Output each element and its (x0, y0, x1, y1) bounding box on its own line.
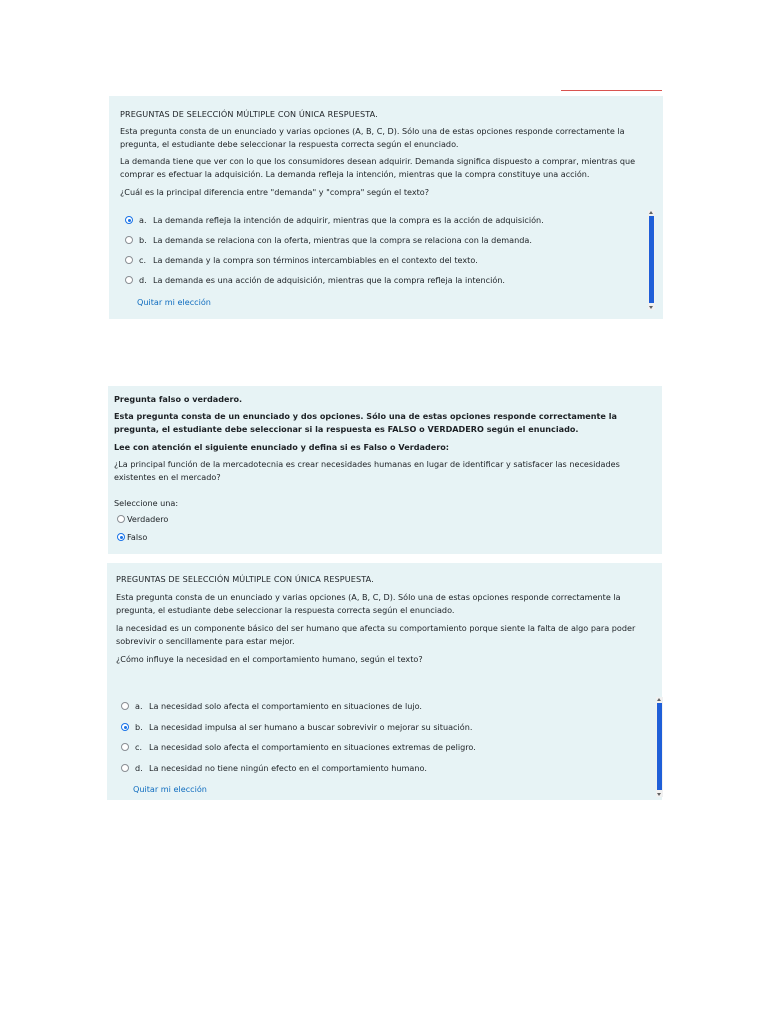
question-3-card (107, 563, 662, 800)
question-3-question: ¿Cómo influye la necesidad en el comportamiento humano, según el texto? (116, 654, 423, 664)
option-text: La demanda refleja la intención de adquirir, mientras que la compra es la acción de adquisición. (153, 215, 544, 225)
option-text: La necesidad no tiene ningún efecto en el comportamiento humano. (149, 763, 427, 773)
scroll-thumb[interactable] (649, 216, 654, 303)
q3-scrollbar[interactable] (656, 697, 663, 797)
option-letter: b. (139, 235, 147, 245)
radio-unchecked-icon[interactable] (125, 276, 133, 284)
scroll-thumb[interactable] (657, 703, 662, 790)
q1-option-a[interactable] (125, 214, 544, 227)
scroll-up-icon[interactable] (649, 211, 653, 214)
radio-checked-icon[interactable] (121, 723, 129, 731)
option-text: La necesidad impulsa al ser humano a buscar sobrevivir o mejorar su situación. (149, 722, 473, 732)
question-2-heading: Pregunta falso o verdadero. (114, 394, 243, 404)
option-letter: a. (139, 215, 147, 225)
option-letter: d. (135, 763, 143, 773)
q3-option-b[interactable] (121, 721, 472, 734)
option-letter: b. (135, 722, 143, 732)
option-text: Verdadero (127, 514, 169, 524)
question-3-heading: PREGUNTAS DE SELECCIÓN MÚLTIPLE CON ÚNICA RESPUESTA. (116, 574, 374, 584)
option-text: La necesidad solo afecta el comportamiento en situaciones de lujo. (149, 701, 422, 711)
q3-option-a[interactable] (121, 700, 422, 713)
option-text: La demanda se relaciona con la oferta, mientras que la compra se relaciona con la demanda. (153, 235, 532, 245)
option-letter: d. (139, 275, 147, 285)
question-1-card (109, 96, 663, 319)
option-text: Falso (127, 532, 148, 542)
question-2-select-label: Seleccione una: (114, 498, 179, 508)
radio-unchecked-icon[interactable] (125, 236, 133, 244)
radio-unchecked-icon[interactable] (121, 743, 129, 751)
q3-clear-choice-link[interactable]: Quitar mi elección (133, 784, 207, 794)
radio-checked-icon[interactable] (117, 533, 125, 541)
radio-unchecked-icon[interactable] (125, 256, 133, 264)
question-2-instructions: Esta pregunta consta de un enunciado y dos opciones. Sólo una de estas opciones responde correctamente la pregunta, el estudiante debe seleccionar si la respuesta es FALSO o VERDADERO según el enunciado. (114, 411, 617, 434)
question-2-card (108, 386, 662, 554)
option-letter: a. (135, 701, 143, 711)
q1-clear-choice-link[interactable]: Quitar mi elección (137, 297, 211, 307)
option-letter: c. (135, 742, 143, 752)
question-2-question: ¿La principal función de la mercadotecnia es crear necesidades humanas en lugar de identificar y satisfacer las necesidades existentes en el mercado? (114, 459, 620, 482)
question-1-instructions: Esta pregunta consta de un enunciado y varias opciones (A, B, C, D). Sólo una de estas opciones responde correctamente la pregunta, el estudiante debe seleccionar la respuesta correcta según el enunciado. (120, 126, 625, 149)
option-text: La necesidad solo afecta el comportamiento en situaciones extremas de peligro. (149, 742, 476, 752)
q3-option-c[interactable] (121, 741, 476, 754)
radio-unchecked-icon[interactable] (117, 515, 125, 523)
option-letter: c. (139, 255, 147, 265)
q1-option-d[interactable] (125, 274, 505, 287)
scroll-up-icon[interactable] (657, 698, 661, 701)
question-3-instructions: Esta pregunta consta de un enunciado y varias opciones (A, B, C, D). Sólo una de estas opciones responde correctamente la pregunta, el estudiante debe seleccionar la respuesta correcta según el enunciado. (116, 592, 621, 615)
radio-unchecked-icon[interactable] (121, 764, 129, 772)
scroll-down-icon[interactable] (657, 793, 661, 796)
red-underline (561, 90, 662, 91)
question-2-prompt: Lee con atención el siguiente enunciado y defina si es Falso o Verdadero: (114, 442, 450, 452)
q2-option-falso[interactable] (117, 531, 147, 544)
q1-scrollbar[interactable] (648, 210, 655, 310)
question-1-text: La demanda tiene que ver con lo que los consumidores desean adquirir. Demanda significa dispuesto a comprar, mientras que comprar es efectuar la adquisición. La demanda refleja la intención, mientras que la compra constituye una acción. (120, 156, 636, 179)
question-3-text: la necesidad es un componente básico del ser humano que afecta su comportamiento porque siente la falta de algo para poder sobrevivir o sencillamente para estar mejor. (116, 623, 636, 646)
option-text: La demanda es una acción de adquisición, mientras que la compra refleja la intención. (153, 275, 505, 285)
scroll-down-icon[interactable] (649, 306, 653, 309)
radio-unchecked-icon[interactable] (121, 702, 129, 710)
radio-checked-icon[interactable] (125, 216, 133, 224)
question-1-heading: PREGUNTAS DE SELECCIÓN MÚLTIPLE CON ÚNICA RESPUESTA. (120, 109, 378, 119)
q1-option-c[interactable] (125, 254, 478, 267)
q2-option-verdadero[interactable] (117, 513, 168, 526)
q1-option-b[interactable] (125, 234, 532, 247)
q3-option-d[interactable] (121, 762, 427, 775)
question-1-question: ¿Cuál es la principal diferencia entre "demanda" y "compra" según el texto? (120, 187, 430, 197)
option-text: La demanda y la compra son términos intercambiables en el contexto del texto. (153, 255, 478, 265)
